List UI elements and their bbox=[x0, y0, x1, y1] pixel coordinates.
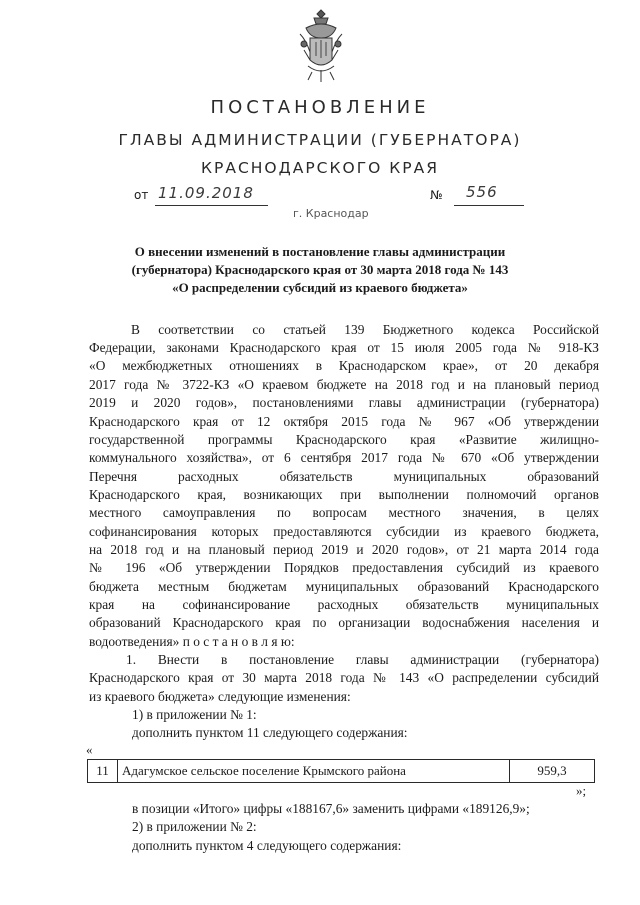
body-line: софинансирования которых предоставляются субсидии из краевого бюджета, bbox=[89, 524, 599, 539]
body-line: № 196 «Об утверждении Порядков предоставления субсидий из краевого bbox=[89, 560, 599, 575]
body-line: коммунального хозяйства», от 6 сентября 2017 года № 670 «Об утверждении bbox=[89, 450, 599, 465]
body-line: местного самоуправления по вопросам местного значения, в целях bbox=[89, 505, 599, 520]
quote-open: « bbox=[86, 742, 93, 757]
body-line: Краснодарского края от 12 октября 2015 года № 967 «Об утверждении bbox=[89, 414, 599, 429]
inserted-row-table bbox=[87, 759, 595, 783]
row-number-cell: 11 bbox=[88, 760, 118, 783]
coat-of-arms-icon bbox=[296, 6, 346, 86]
body-line: края на софинансирование расходных обязательств муниципальных bbox=[89, 597, 599, 612]
body-line: в позиции «Итого» цифры «188167,6» заменить цифрами «189126,9»; bbox=[132, 801, 530, 816]
date-value: 11.09.2018 bbox=[158, 184, 254, 202]
body-line: 2017 года № 3722-КЗ «О краевом бюджете на 2018 год и на плановый период bbox=[89, 377, 599, 392]
title-line: (губернатора) Краснодарского края от 30 марта 2018 года № 143 bbox=[131, 262, 509, 277]
body-line: Краснодарского края от 30 марта 2018 года № 143 «О распределении субсидий bbox=[89, 670, 599, 685]
body-line: «О межбюджетных отношениях в Краснодарском крае», от 20 декабря bbox=[89, 358, 599, 373]
body-line: государственной программы Краснодарского края «Развитие жилищно- bbox=[89, 432, 599, 447]
body-line: Федерации, законами Краснодарского края от 15 июля 2005 года № 918-КЗ bbox=[89, 340, 599, 355]
body-line: на 2018 год и на плановый период 2019 и 2020 годов», от 21 марта 2014 года bbox=[89, 542, 599, 557]
body-line: 2) в приложении № 2: bbox=[132, 819, 257, 834]
quote-close: »; bbox=[576, 783, 587, 798]
number-underline bbox=[454, 205, 524, 206]
body-line: образований Краснодарского края по организации водоснабжения населения и bbox=[89, 615, 599, 630]
title-line: «О распределении субсидий из краевого бюджета» bbox=[172, 280, 468, 295]
row-name-cell: Адагумское сельское поселение Крымского района bbox=[118, 760, 510, 783]
number-value: 556 bbox=[466, 183, 498, 201]
region-heading: КРАСНОДАРСКОГО КРАЯ bbox=[200, 159, 440, 177]
body-line: 2019 и 2020 годов», постановлениями главы администрации (губернатора) bbox=[89, 395, 599, 410]
doc-type-heading: ПОСТАНОВЛЕНИЕ bbox=[210, 97, 430, 118]
issuer-heading: ГЛАВЫ АДМИНИСТРАЦИИ (ГУБЕРНАТОРА) bbox=[118, 131, 522, 149]
body-line: 1. Внести в постановление главы администрации (губернатора) bbox=[126, 652, 599, 667]
number-label: № bbox=[430, 188, 443, 202]
document-title bbox=[80, 243, 560, 297]
city-label: г. Краснодар bbox=[293, 207, 369, 220]
body-line: Перечня расходных обязательств муниципальных образований bbox=[89, 469, 599, 484]
body-line: Краснодарского края, возникающих при выполнении полномочий органов bbox=[89, 487, 599, 502]
table-row bbox=[88, 760, 595, 783]
body-line: бюджета местным бюджетам муниципальных образований Краснодарского bbox=[89, 579, 599, 594]
body-line: В соответствии со статьей 139 Бюджетного кодекса Российской bbox=[131, 322, 599, 337]
body-line: 1) в приложении № 1: bbox=[132, 707, 257, 722]
row-value-cell: 959,3 bbox=[510, 760, 595, 783]
body-line: дополнить пунктом 4 следующего содержания: bbox=[132, 838, 402, 853]
title-line: О внесении изменений в постановление главы администрации bbox=[134, 244, 506, 259]
body-line: дополнить пунктом 11 следующего содержания: bbox=[132, 725, 408, 740]
body-line: водоотведения» п о с т а н о в л я ю: bbox=[89, 634, 295, 649]
body-line: из краевого бюджета» следующие изменения: bbox=[89, 689, 351, 704]
date-underline bbox=[155, 205, 268, 206]
date-label: от bbox=[134, 188, 149, 202]
